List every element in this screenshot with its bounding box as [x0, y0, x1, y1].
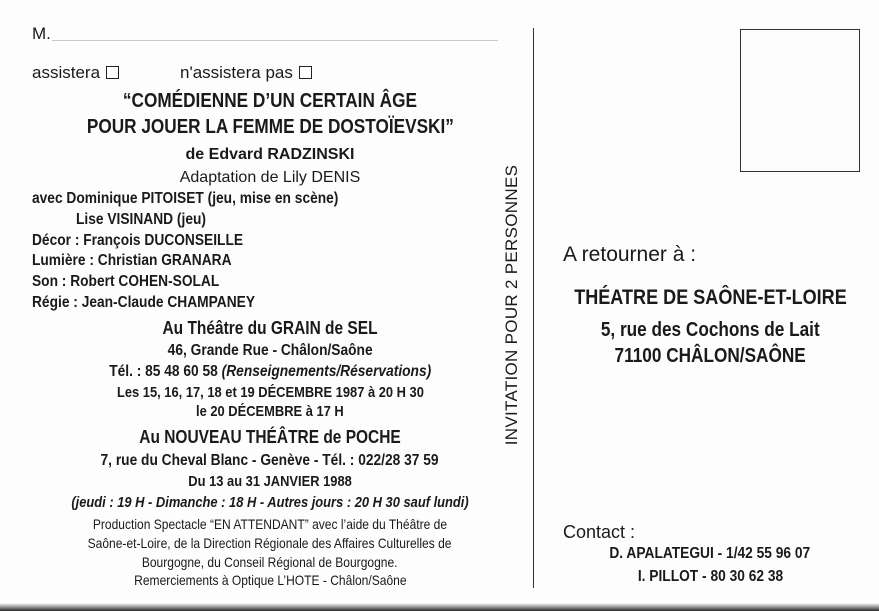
contact-row-1	[545, 545, 875, 563]
venue2-address: 7, rue du Cheval Blanc - Genève - Tél. : 022/28 37 59	[100, 452, 440, 469]
contact-label: Contact :	[563, 522, 636, 542]
credits-line-3: Bourgogne, du Conseil Régional de Bourgogne.	[142, 554, 398, 570]
not-attend-label: n'assistera pas	[180, 63, 293, 82]
attend-checkbox[interactable]	[106, 66, 119, 79]
venue2-name: Au NOUVEAU THÉÂTRE de POCHE	[139, 427, 401, 447]
venue1-dates-2: le 20 DÉCEMBRE à 17 H	[196, 403, 344, 420]
theatre-name-row	[545, 286, 875, 310]
adaptation: Adaptation de Lily DENIS	[179, 169, 361, 186]
venue1-tel-note: (Renseignements/Réservations)	[221, 363, 431, 380]
bottom-edge-shadow	[0, 603, 879, 611]
theatre-city-row	[545, 345, 875, 368]
cast-line-2: Lise VISINAND (jeu)	[76, 211, 206, 228]
venue2-hours-row	[20, 494, 520, 511]
author: de Edvard RADZINSKI	[185, 146, 355, 163]
credits-row-1	[20, 516, 520, 532]
return-to-label: A retourner à :	[563, 243, 697, 266]
venue1-address: 46, Grande Rue - Châlon/Saône	[167, 342, 373, 359]
credits-line-1: Production Spectacle “EN ATTENDANT” avec l’aide du Théâtre de	[92, 516, 448, 532]
title-line-2-row	[20, 116, 520, 139]
not-attend-option[interactable]	[180, 63, 312, 83]
venue2-hours: (jeudi : 19 H - Dimanche : 18 H - Autres jours : 20 H 30 sauf lundi)	[71, 494, 469, 511]
attend-label: assistera	[32, 63, 101, 82]
contact-2: I. PILLOT - 80 30 62 38	[637, 568, 783, 585]
decor-row	[32, 232, 277, 250]
stamp-box	[740, 29, 860, 172]
venue1-address-row	[20, 342, 520, 360]
venue1-dates-row-2	[20, 403, 520, 420]
decor-credit: Décor : François DUCONSEILLE	[32, 232, 244, 249]
invitation-vertical-text: INVITATION POUR 2 PERSONNES	[502, 164, 521, 446]
play-title-line-1: “COMÉDIENNE D’UN CERTAIN ÂGE	[122, 90, 418, 112]
lumiere-credit: Lumière : Christian GRANARA	[32, 252, 232, 269]
lumiere-row	[32, 252, 264, 270]
venue1-name-row	[20, 318, 520, 339]
theatre-city: 71100 CHÂLON/SAÔNE	[614, 345, 806, 367]
venue1-name: Au Théâtre du GRAIN de SEL	[162, 318, 378, 338]
son-row	[32, 273, 250, 291]
credits-line-2: Saône-et-Loire, de la Direction Régionale des Affaires Culturelles de	[88, 535, 452, 551]
regie-credit: Régie : Jean-Claude CHAMPANEY	[32, 294, 256, 311]
credits-line-4: Remerciements à Optique L’HOTE - Châlon/Saône	[133, 572, 407, 588]
title-line-1-row	[20, 90, 520, 113]
cast-row-2	[76, 211, 227, 229]
cast-row-1	[32, 190, 388, 208]
son-credit: Son : Robert COHEN-SOLAL	[32, 273, 220, 290]
theatre-name: THÉATRE DE SAÔNE-ET-LOIRE	[573, 286, 847, 309]
not-attend-checkbox[interactable]	[299, 66, 312, 79]
contact-1: D. APALATEGUI - 1/42 55 96 07	[609, 545, 811, 562]
credits-row-3	[20, 554, 520, 570]
venue1-tel-row	[20, 363, 520, 381]
credits-row-4	[20, 572, 520, 588]
credits-row-2	[20, 535, 520, 551]
venue2-name-row	[20, 427, 520, 448]
center-divider	[533, 28, 534, 588]
venue2-address-row	[20, 452, 520, 470]
contact-row-2	[545, 568, 875, 586]
name-line	[52, 40, 498, 41]
attend-option[interactable]	[32, 63, 119, 83]
theatre-street: 5, rue des Cochons de Lait	[600, 319, 820, 341]
theatre-street-row	[545, 319, 875, 342]
cast-line-1: avec Dominique PITOISET (jeu, mise en scène)	[32, 190, 339, 207]
m-label: M.	[32, 24, 51, 43]
venue2-dates: Du 13 au 31 JANVIER 1988	[188, 473, 352, 490]
venue1-dates-1: Les 15, 16, 17, 18 et 19 DÉCEMBRE 1987 à 20 H 30	[116, 384, 424, 401]
regie-row	[32, 294, 291, 312]
venue1-dates-row-1	[20, 384, 520, 401]
venue2-dates-row	[20, 473, 520, 490]
play-title-line-2: POUR JOUER LA FEMME DE DOSTOÏEVSKI”	[86, 116, 454, 138]
venue1-tel: Tél. : 85 48 60 58	[109, 363, 218, 380]
